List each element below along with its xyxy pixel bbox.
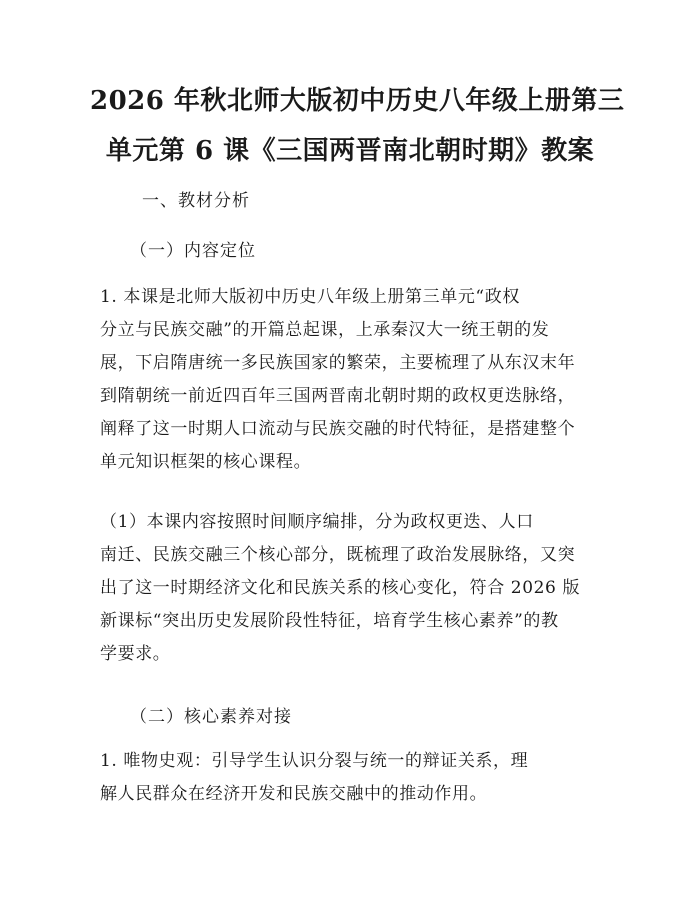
document-title-line-1: 2026 年秋北师大版初中历史八年级上册第三 — [90, 86, 625, 116]
paragraph-line: 阐释了这一时期人口流动与民族交融的时代特征，是搭建整个 — [100, 419, 576, 439]
paragraph-line: 分立与民族交融”的开篇总起课，上承秦汉大一统王朝的发 — [100, 320, 550, 340]
paragraph-content-arrangement — [100, 506, 600, 671]
paragraph-historical-materialism — [100, 745, 600, 811]
paragraph-line: 单元知识框架的核心课程。 — [100, 452, 312, 472]
paragraph-line: 解人民群众在经济开发和民族交融中的推动作用。 — [100, 784, 488, 804]
paragraph-line: 到隋朝统一前近四百年三国两晋南北朝时期的政权更迭脉络， — [100, 386, 576, 406]
subsection-heading-core-literacy: （二）核心素养对接 — [130, 707, 292, 727]
paragraph-line: （1）本课内容按照时间顺序编排，分为政权更迭、人口 — [100, 512, 534, 532]
paragraph-content-positioning — [100, 281, 600, 479]
paragraph-line: 新课标“突出历史发展阶段性特征，培育学生核心素养”的教 — [100, 611, 559, 631]
document-title-line-2: 单元第 6 课《三国两晋南北朝时期》教案 — [105, 136, 595, 166]
section-heading-teaching-material-analysis: 一、教材分析 — [142, 191, 250, 211]
paragraph-line: 学要求。 — [100, 644, 171, 664]
paragraph-line: 1. 唯物史观：引导学生认识分裂与统一的辩证关系，理 — [100, 751, 529, 771]
paragraph-line: 南迁、民族交融三个核心部分，既梳理了政治发展脉络，又突 — [100, 545, 576, 565]
paragraph-line: 1. 本课是北师大版初中历史八年级上册第三单元“政权 — [100, 287, 520, 307]
paragraph-line: 展，下启隋唐统一多民族国家的繁荣，主要梳理了从东汉末年 — [100, 353, 576, 373]
subsection-heading-content-positioning: （一）内容定位 — [130, 241, 256, 261]
paragraph-line: 出了这一时期经济文化和民族关系的核心变化，符合 2026 版 — [100, 578, 581, 598]
